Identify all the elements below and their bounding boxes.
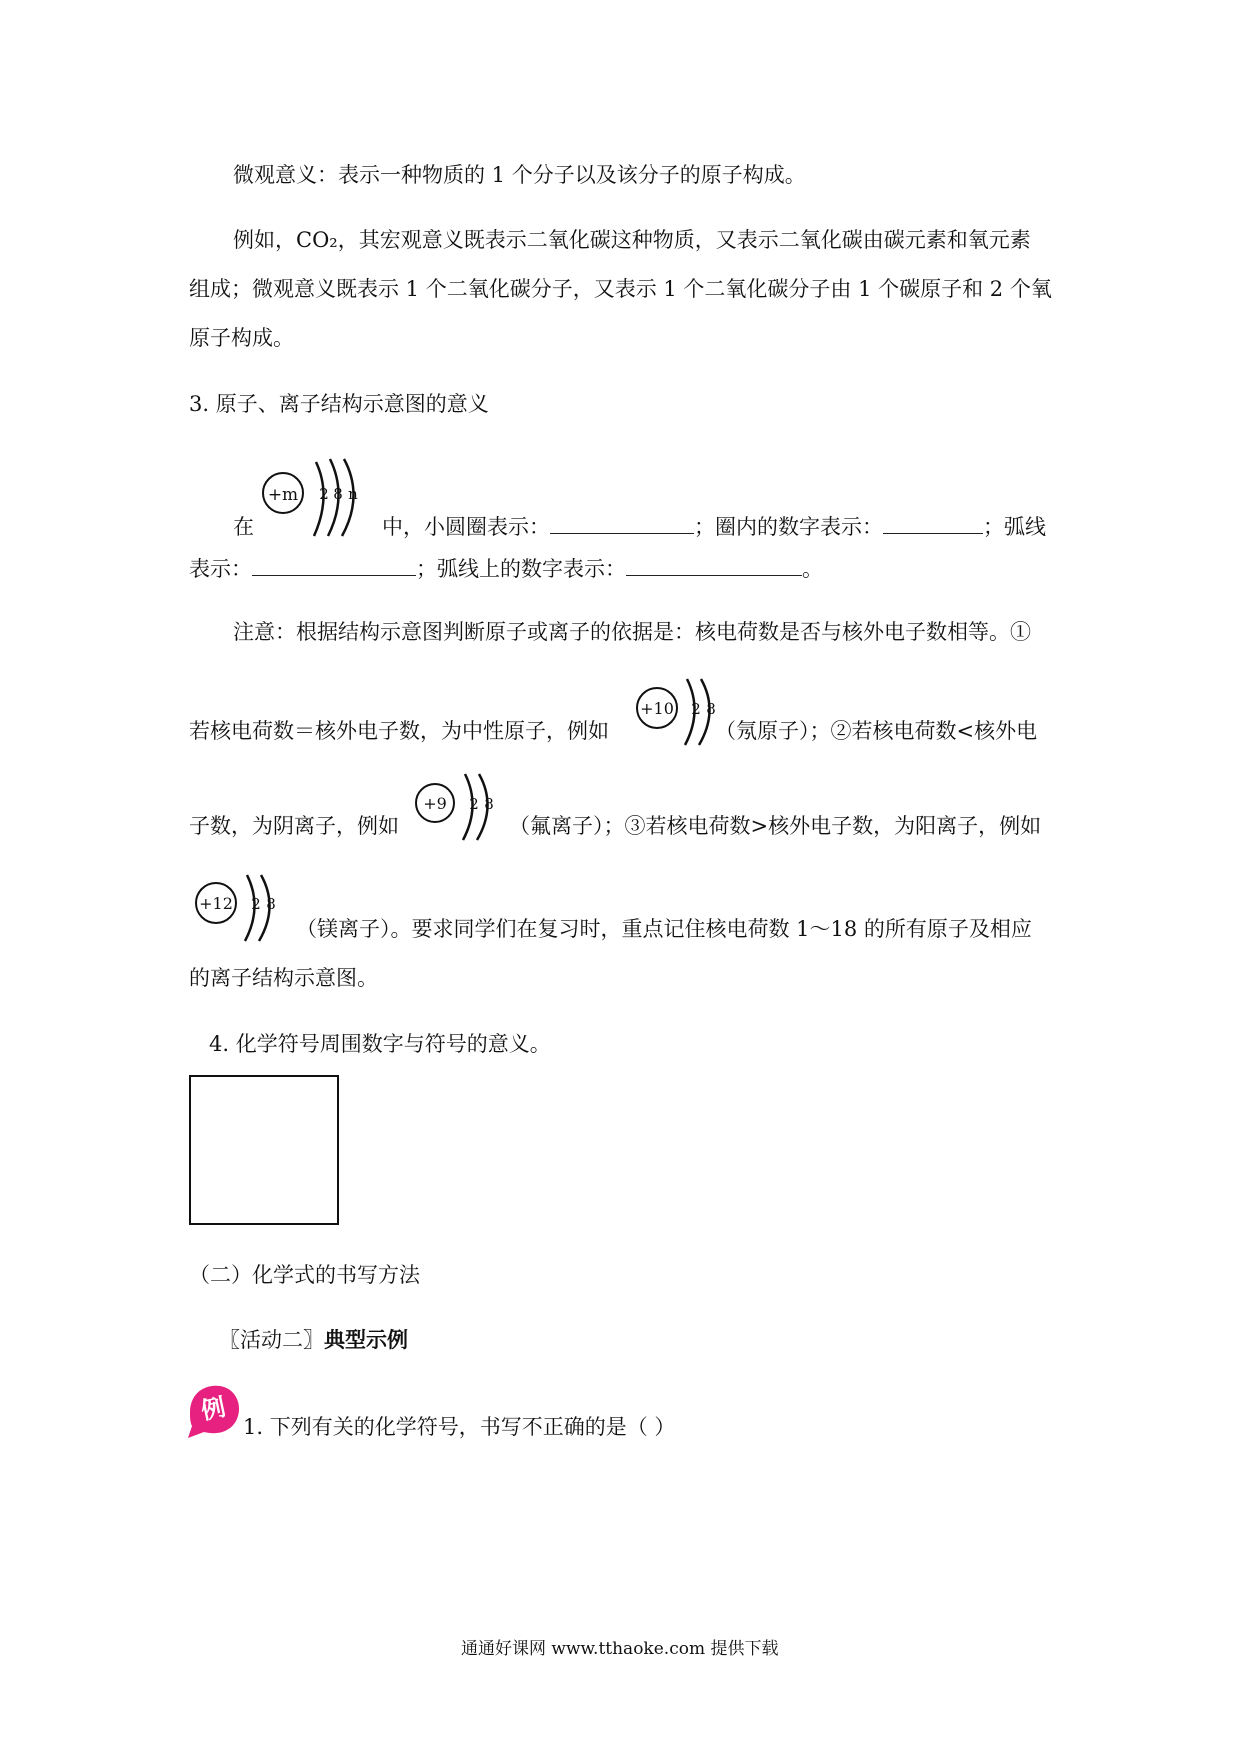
note-line4: （镁离子）。要求同学们在复习时，重点记住核电荷数 1～18 的所有原子及相应: [296, 917, 1032, 941]
page-footer: 通通好课网 www.tthaoke.com 提供下载: [461, 1639, 779, 1659]
shell-number: 8: [266, 895, 276, 913]
question-line2: [189, 553, 823, 584]
section-heading-2: （二）化学式的书写方法: [189, 1263, 420, 1287]
shell-number: 8: [484, 795, 494, 813]
answer-blank-circle[interactable]: [550, 511, 694, 534]
diagram-nucleus-label: +9: [423, 794, 447, 813]
shell-number: 2: [691, 700, 701, 718]
question-text: ；弧线上的数字表示：: [416, 557, 626, 581]
diagram-nucleus-label: +12: [199, 894, 233, 913]
answer-blank-nucleus-number[interactable]: [883, 511, 983, 534]
answer-blank-arc[interactable]: [252, 553, 416, 576]
example-badge-label: 例: [198, 1391, 229, 1426]
question-text: ；弧线: [983, 515, 1046, 539]
activity-prefix: 〖活动二〗: [219, 1328, 324, 1352]
diagram-nucleus-label: +10: [640, 699, 674, 718]
note-text: （氖原子）；②若核电荷数<核外电: [715, 719, 1038, 743]
shell-number: 2: [319, 485, 329, 503]
atom-diagram-neon: [632, 673, 732, 757]
paragraph-example-line3: 原子构成。: [189, 326, 294, 350]
question-prefix: 在: [233, 515, 254, 539]
diagram-nucleus-label: +m: [267, 485, 299, 505]
heading-3: 3. 原子、离子结构示意图的意义: [189, 392, 489, 416]
example-badge-icon: [186, 1382, 242, 1442]
blank-square-box: [189, 1075, 339, 1225]
paragraph-example-line2: 组成；微观意义既表示 1 个二氧化碳分子，又表示 1 个二氧化碳分子由 1 个碳原子和 2 个氧: [189, 277, 1052, 301]
note-text: 若核电荷数＝核外电子数，为中性原子，例如: [189, 719, 609, 743]
shell-number: 8: [333, 485, 343, 503]
paragraph-example-line1: 例如，CO₂，其宏观意义既表示二氧化碳这种物质，又表示二氧化碳由碳元素和氧元素: [233, 228, 1031, 252]
shell-number: n: [348, 485, 358, 503]
question-text: 表示：: [189, 557, 252, 581]
note-text: 子数，为阴离子，例如: [189, 814, 399, 838]
note-line1: 注意：根据结构示意图判断原子或离子的依据是：核电荷数是否与核外电子数相等。①: [233, 620, 1031, 644]
note-line3: [189, 811, 1041, 841]
atom-diagram-magnesium: [190, 869, 290, 953]
question-text: 中，小圆圈表示：: [382, 515, 550, 539]
question-line1: [233, 511, 1046, 542]
atom-diagram-fluoride: [410, 768, 510, 852]
answer-blank-arc-number[interactable]: [626, 553, 802, 576]
shell-number: 2: [469, 795, 479, 813]
note-line2: [189, 716, 1037, 746]
paragraph-micro-meaning: 微观意义：表示一种物质的 1 个分子以及该分子的原子构成。: [233, 163, 806, 187]
question-text: ；圈内的数字表示：: [694, 515, 883, 539]
shell-number: 8: [706, 700, 716, 718]
heading-4: 4. 化学符号周围数字与符号的意义。: [209, 1032, 551, 1056]
shell-number: 2: [251, 895, 261, 913]
activity-heading: [219, 1325, 408, 1355]
example-question-1: 1. 下列有关的化学符号，书写不正确的是（ ）: [243, 1415, 676, 1439]
question-text: 。: [802, 557, 823, 581]
activity-title: 典型示例: [324, 1327, 408, 1352]
note-line5: 的离子结构示意图。: [189, 966, 378, 990]
note-text: （氟离子）；③若核电荷数>核外电子数，为阳离子，例如: [509, 814, 1042, 838]
